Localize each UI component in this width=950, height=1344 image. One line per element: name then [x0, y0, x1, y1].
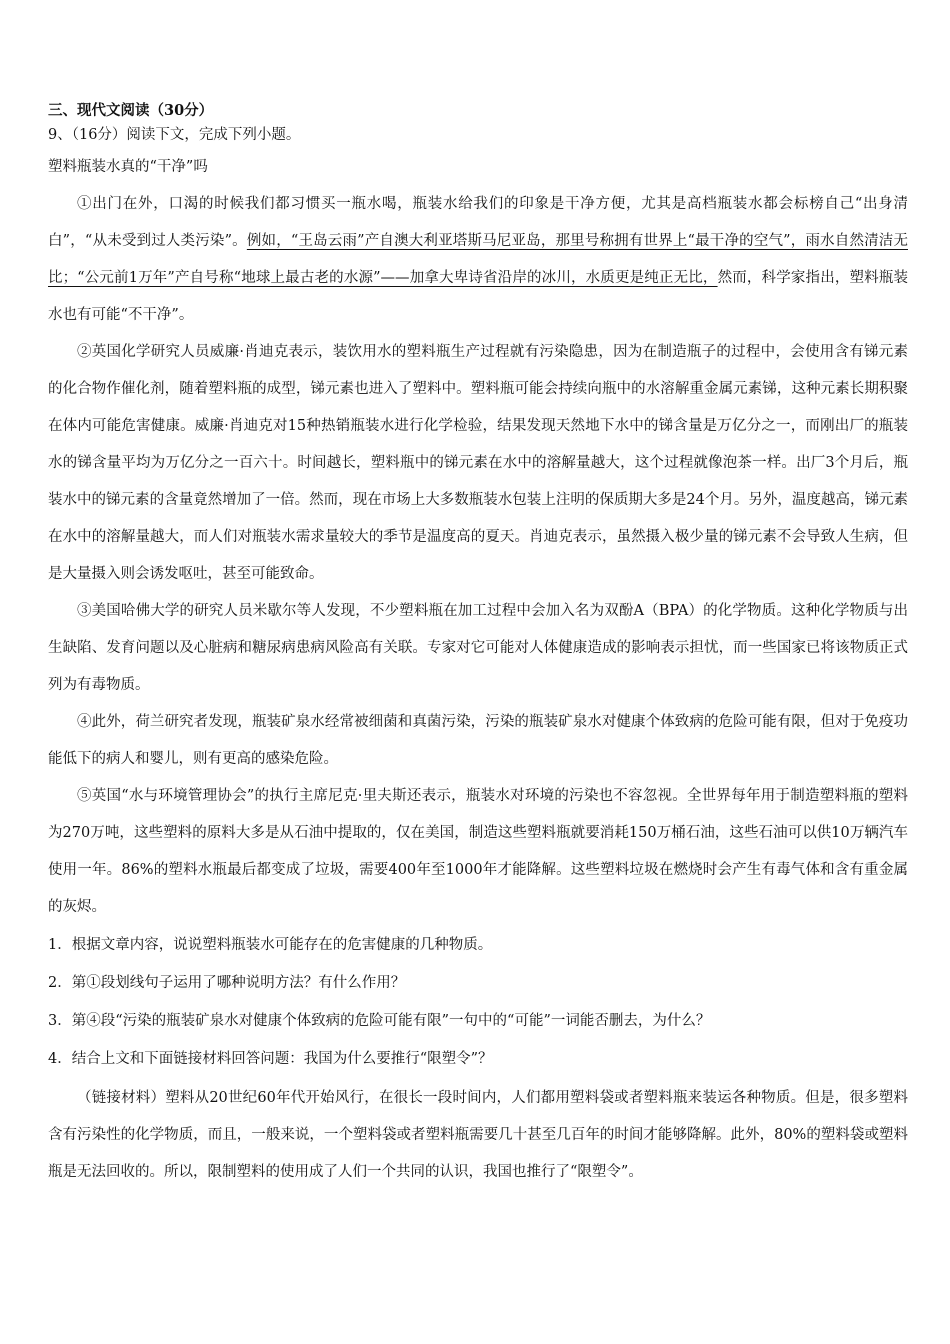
paragraph-1 — [48, 186, 908, 334]
paragraph-5: ⑤英国“水与环境管理协会”的执行主席尼克·里夫斯还表示，瓶装水对环境的污染也不容忽视。全世界每年用于制造塑料瓶的塑料为270万吨，这些塑料的原料大多是从石油中提取的，仅在美国，制造这些塑料瓶就要消耗150万桶石油，这些石油可以供10万辆汽车使用一年。86%的塑料水瓶最后都变成了垃圾，需要400年至1000年才能降解。这些塑料垃圾在燃烧时会产生有毒气体和含有重金属的灰烬。 — [48, 788, 908, 915]
question-header: 9、（16分）阅读下文，完成下列小题。 — [48, 127, 301, 143]
question-2: 2．第①段划线句子运用了哪种说明方法？有什么作用？ — [48, 975, 406, 991]
paragraph-3: ③美国哈佛大学的研究人员米歇尔等人发现，不少塑料瓶在加工过程中会加入名为双酚A（BPA）的化学物质。这种化学物质与出生缺陷、发育问题以及心脏病和糖尿病患病风险高有关联。专家对它可能对人体健康造成的影响表示担忧，而一些国家已将该物质正式列为有毒物质。 — [48, 603, 908, 693]
question-1: 1．根据文章内容，说说塑料瓶装水可能存在的危害健康的几种物质。 — [48, 937, 493, 953]
underlined-sentence: 例如，“王岛云雨”产自澳大利亚塔斯马尼亚岛，那里号称拥有世界上“最干净的空气”，雨水自然清洁无比；“公元前1万年”产自号称“地球上最古老的水源”——加拿大卑诗省沿岸的冰川，水质更是纯正无比， — [48, 233, 908, 286]
article-title: 塑料瓶装水真的“干净”吗 — [48, 159, 208, 175]
section-title: 三、现代文阅读（30分） — [48, 102, 214, 119]
link-material: （链接材料）塑料从20世纪60年代开始风行，在很长一段时间内，人们都用塑料袋或者塑料瓶来装运各种物质。但是，很多塑料含有污染性的化学物质，而且，一般来说，一个塑料袋或者塑料瓶需要几十甚至几百年的时间才能够降解。此外，80%的塑料袋或塑料瓶是无法回收的。所以，限制塑料的使用成了人们一个共同的认识，我国也推行了“限塑令”。 — [48, 1090, 908, 1180]
question-list — [48, 926, 908, 1078]
question-4: 4．结合上文和下面链接材料回答问题：我国为什么要推行“限塑令”？ — [48, 1051, 493, 1067]
paragraph-4: ④此外，荷兰研究者发现，瓶装矿泉水经常被细菌和真菌污染，污染的瓶装矿泉水对健康个体致病的危险可能有限，但对于免疫功能低下的病人和婴儿，则有更高的感染危险。 — [48, 714, 908, 767]
paragraph-1-intro: ①出门在外，口渴的时候我们都习惯买一瓶水喝，瓶装水给我们的印象是干净方便，尤其是高档瓶装水都会标榜自己“出身清白”，“从未受到过人类污染”。 — [48, 196, 908, 249]
paragraph-2: ②英国化学研究人员威廉·肖迪克表示，装饮用水的塑料瓶生产过程就有污染隐患，因为在制造瓶子的过程中，会使用含有锑元素的化合物作催化剂，随着塑料瓶的成型，锑元素也进入了塑料中。塑料瓶可能会持续向瓶中的水溶解重金属元素锑，这种元素长期积聚在体内可能危害健康。威廉·肖迪克对15种热销瓶装水进行化学检验，结果发现天然地下水中的锑含量是万亿分之一，而刚出厂的瓶装水的锑含量平均为万亿分之一百六十。时间越长，塑料瓶中的锑元素在水中的溶解量越大，这个过程就像泡茶一样。出厂3个月后，瓶装水中的锑元素的含量竟然增加了一倍。然而，现在市场上大多数瓶装水包装上注明的保质期大多是24个月。另外，温度越高，锑元素在水中的溶解量越大，而人们对瓶装水需求量较大的季节是温度高的夏天。肖迪克表示，虽然摄入极少量的锑元素不会导致人生病，但是大量摄入则会诱发呕吐，甚至可能致命。 — [48, 344, 908, 582]
paragraph-1-ending: 然而，科学家指出，塑料瓶装水也有可能“不干净”。 — [48, 270, 908, 323]
question-3: 3．第④段“污染的瓶装矿泉水对健康个体致病的危险可能有限”一句中的“可能”一词能否删去，为什么？ — [48, 1013, 711, 1029]
